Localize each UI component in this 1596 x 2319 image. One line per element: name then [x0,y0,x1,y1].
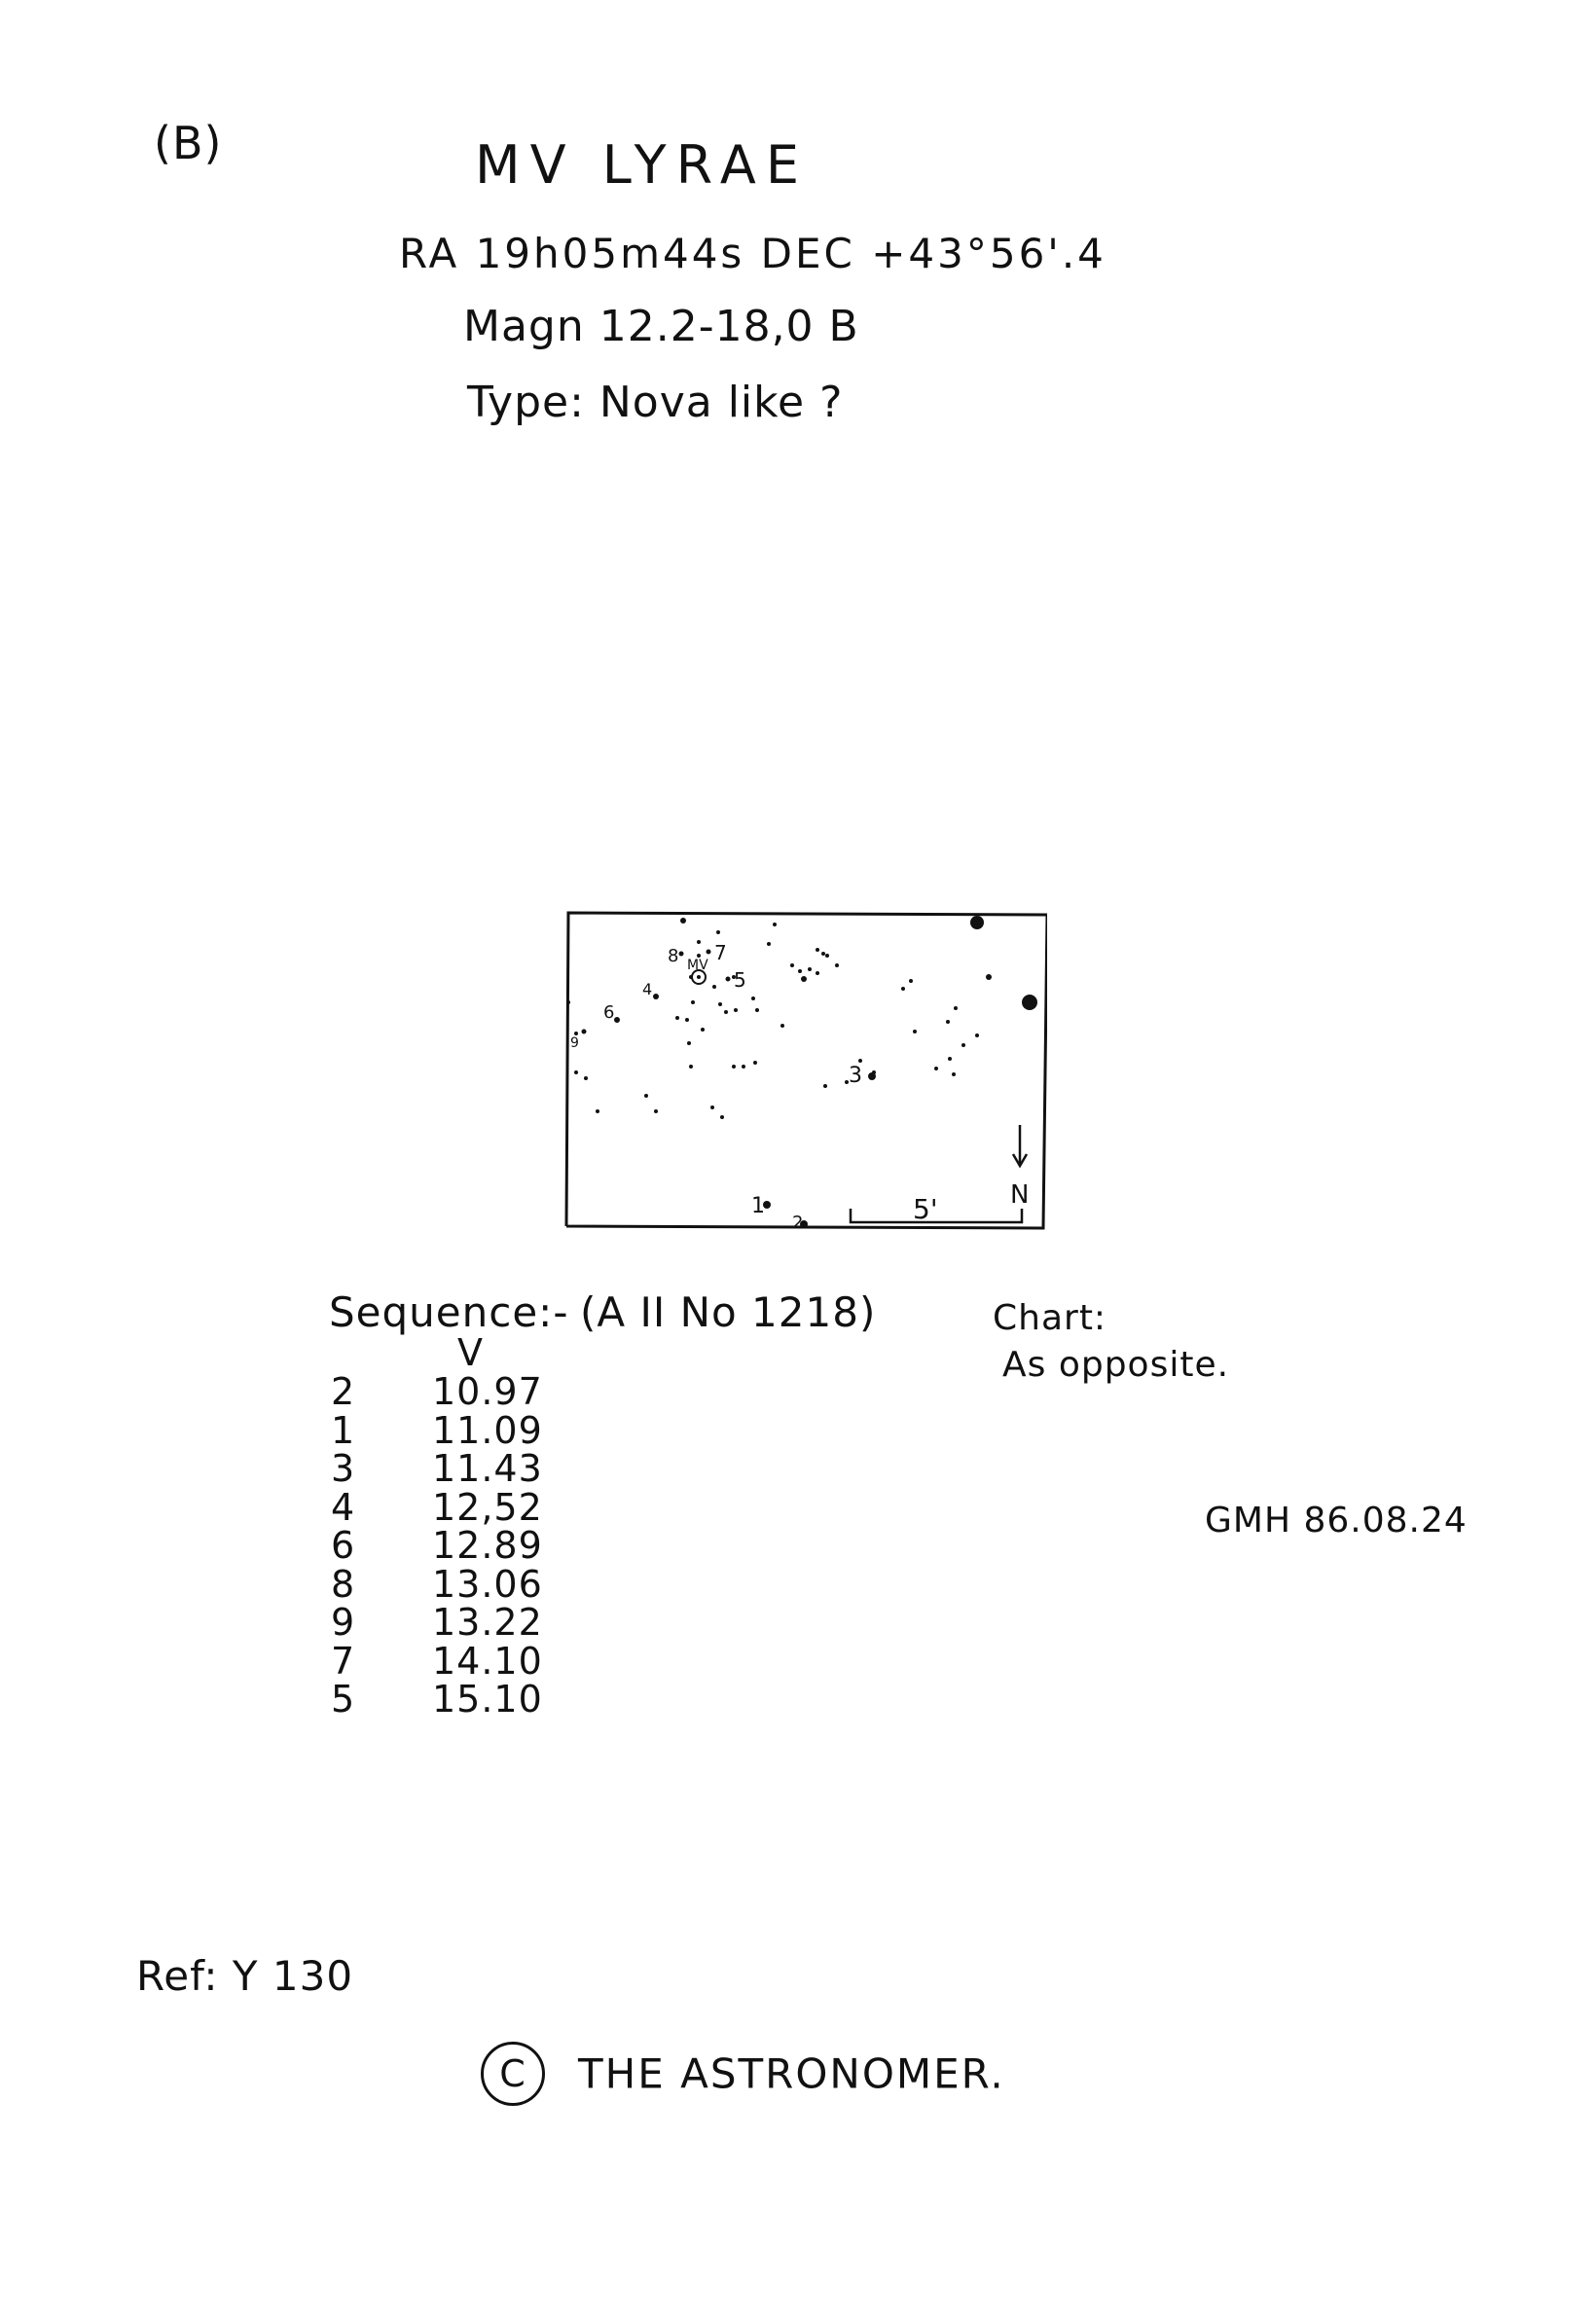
chart-label: Chart: [993,1298,1107,1338]
field-star [654,1109,658,1113]
label-mv: MV [687,958,708,973]
field-star [901,987,905,991]
sequence-row [325,1370,578,1413]
field-star [716,930,720,934]
sequence-star: 4 [331,1485,356,1529]
comparison-star-7 [707,950,711,955]
magnitude-range: Magn 12.2-18,0 B [463,302,859,351]
field-star [710,1105,714,1109]
field-star [961,1043,965,1047]
comparison-star-8 [679,952,684,957]
sequence-star: 6 [331,1524,356,1567]
field-star [753,1061,757,1065]
field-star [732,1065,736,1069]
sequence-star: 9 [331,1601,356,1644]
field-star [821,952,825,956]
field-star [798,969,802,973]
field-star [720,1115,724,1119]
field-star [954,1006,958,1010]
sequence-table [325,1370,578,1721]
field-star [687,1041,691,1045]
field-star [689,1065,693,1069]
label-star-2: 2 [792,1213,804,1232]
field-star [644,1094,648,1098]
label-star-8: 8 [668,946,679,966]
field-stars [566,918,992,1119]
label-star-3: 3 [849,1064,862,1088]
sequence-mag: 11.43 [432,1447,543,1490]
object-title: MV LYRAE [475,134,809,196]
field-star [952,1072,956,1076]
sequence-row [325,1601,578,1644]
field-star [584,1076,588,1080]
sequence-label: Sequence:- [329,1288,569,1336]
comparison-star-3 [868,1072,876,1080]
label-star-7: 7 [714,941,727,964]
sequence-row [325,1447,578,1490]
field-star [858,1059,862,1063]
coordinates: RA 19h05m44s DEC +43°56'.4 [399,230,1106,277]
field-star [825,954,829,958]
sequence-star: 2 [331,1370,356,1413]
field-star [773,923,777,926]
field-star [767,942,771,946]
sequence-star: 7 [331,1639,356,1683]
chart-frame [566,913,1047,1228]
label-star-1: 1 [751,1194,765,1218]
field-star [808,967,812,971]
reference: Ref: Y 130 [136,1952,354,2000]
sequence-mag: 12.89 [432,1524,543,1567]
sequence-mag: 13.06 [432,1562,543,1606]
sequence-row [325,1408,578,1452]
field-star [755,1008,759,1012]
field-star [751,996,755,1000]
sequence-mag: 14.10 [432,1639,543,1683]
section-label: (B) [154,117,223,169]
label-star-5: 5 [734,968,746,992]
field-star [685,1018,689,1022]
variable-type: Type: Nova like ? [467,378,844,427]
variable-star [697,975,701,979]
copyright-icon: C [481,2042,545,2106]
north-label: N [1010,1180,1030,1210]
copyright-notice [481,2042,1005,2106]
field-star [724,1010,728,1014]
field-star [734,1008,738,1012]
chart-note: As opposite. [1002,1345,1230,1385]
field-star [790,963,794,967]
comparison-star-9 [582,1030,587,1034]
field-star [596,1109,599,1113]
finder-chart-svg [562,911,1047,1232]
field-star [675,1016,679,1020]
field-star [816,948,819,952]
sequence-catalog: (A II No 1218) [580,1288,877,1336]
comparison-star-5 [726,977,731,982]
comparison-star-6 [614,1017,620,1023]
field-star [816,971,819,975]
sequence-star: 3 [331,1447,356,1490]
field-star [742,1065,745,1069]
field-star [697,940,701,944]
comparison-star-4 [653,994,659,999]
field-star [780,1024,784,1028]
sequence-row [325,1639,578,1683]
sequence-row [325,1562,578,1606]
field-star [823,1084,827,1088]
field-star [691,1000,695,1004]
sequence-star: 8 [331,1562,356,1606]
sequence-mag: 15.10 [432,1678,543,1721]
field-star [718,1002,722,1006]
sequence-mag: 13.22 [432,1601,543,1644]
field-star [909,979,913,983]
signature-date: GMH 86.08.24 [1205,1501,1468,1540]
bright-star [970,916,984,929]
field-star [712,985,716,989]
field-star [801,976,807,982]
field-star [680,918,686,924]
field-star [986,974,992,980]
label-star-9: 9 [570,1035,579,1051]
scale-label: 5' [913,1193,938,1225]
sequence-mag: 10.97 [432,1370,543,1413]
sequence-row [325,1485,578,1529]
sequence-row [325,1524,578,1567]
field-star [948,1057,952,1061]
finder-chart [562,911,1047,1232]
sequence-star: 5 [331,1678,356,1721]
sequence-mag: 11.09 [432,1408,543,1452]
field-star [566,1000,570,1004]
field-star [835,963,839,967]
bright-star [1022,995,1037,1010]
label-star-4: 4 [642,980,653,998]
field-star [934,1067,938,1070]
sequence-row [325,1678,578,1721]
field-star [574,1070,578,1074]
field-star [946,1020,950,1024]
field-star [913,1030,917,1033]
v-column-header: V [457,1331,484,1374]
copyright-text: THE ASTRONOMER. [578,2049,1005,2098]
sequence-mag: 12,52 [432,1485,543,1529]
field-star [701,1028,705,1032]
label-star-6: 6 [603,1002,615,1023]
field-star [975,1033,979,1037]
sequence-star: 1 [331,1408,356,1452]
